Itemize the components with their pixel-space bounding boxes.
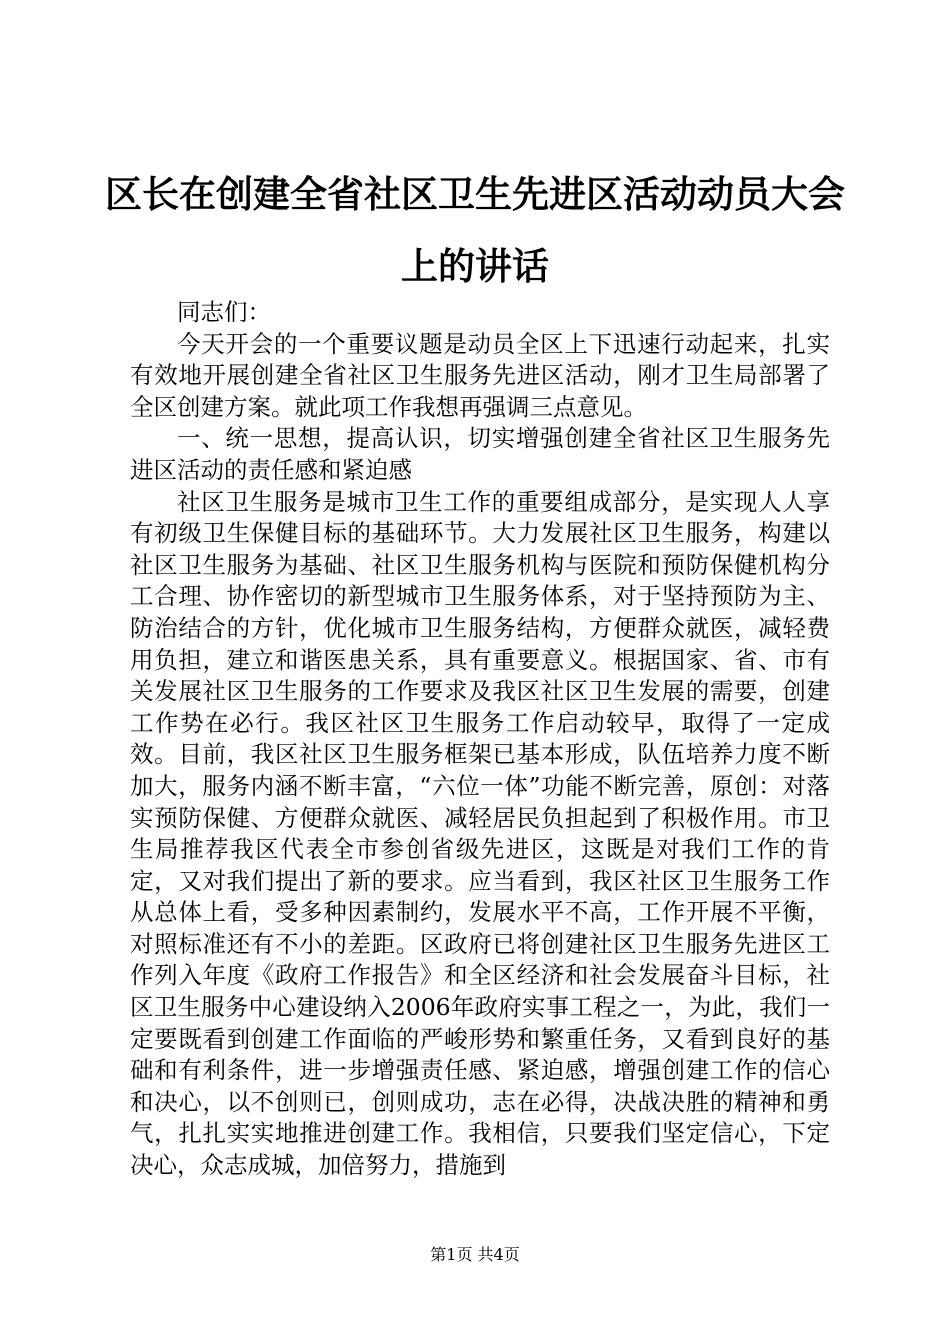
page-number-footer: 第1页 共4页 bbox=[430, 1245, 520, 1264]
paragraph-body: 社区卫生服务是城市卫生工作的重要组成部分，是实现人人享有初级卫生保健目标的基础环节。大力发展社区卫生服务，构建以社区卫生服务为基础、社区卫生服务机构与医院和预防保健机构分工合理、协作密切的新型城市卫生服务体系，对于坚持预防为主、防治结合的方针，优化城市卫生服务结构，方便群众就医，减轻费用负担，建立和谐医患关系，具有重要意义。根据国家、省、市有关发展社区卫生服务的工作要求及我区社区卫生发展的需要，创建工作势在必行。我区社区卫生服务工作启动较早，取得了一定成效。目前，我区社区卫生服务框架已基本形成，队伍培养力度不断加大，服务内涵不断丰富，“六位一体”功能不断完善，原创：对落实预防保健、方便群众就医、减轻居民负担起到了积极作用。市卫生局推荐我区代表全市参创省级先进区，这既是对我们工作的肯定，又对我们提出了新的要求。应当看到，我区社区卫生服务工作从总体上看，受多种因素制约，发展水平不高，工作开展不平衡，对照标准还有不小的差距。区政府已将创建社区卫生服务先进区工作列入年度《政府工作报告》和全区经济和社会发展奋斗目标，社区卫生服务中心建设纳入2006年政府实事工程之一，为此，我们一定要既看到创建工作面临的严峻形势和繁重任务，又看到良好的基础和有利条件，进一步增强责任感、紧迫感，增强创建工作的信心和决心，以不创则已，创则成功，志在必得，决战决胜的精神和勇气，扎扎实实地推进创建工作。我相信，只要我们坚定信心，下定决心，众志成城，加倍努力，措施到 bbox=[130, 487, 830, 1180]
salutation: 同志们： bbox=[177, 298, 271, 326]
document-body bbox=[130, 297, 830, 1182]
section-heading: 一、统一思想，提高认识，切实增强创建全省社区卫生服务先进区活动的责任感和紧迫感 bbox=[130, 424, 830, 484]
document-title: 区长在创建全省社区卫生先进区活动动员大会上的讲话 bbox=[105, 172, 845, 288]
paragraph-intro: 今天开会的一个重要议题是动员全区上下迅速行动起来，扎实有效地开展创建全省社区卫生服务先进区活动，刚才卫生局部署了全区创建方案。就此项工作我想再强调三点意见。 bbox=[130, 329, 830, 421]
